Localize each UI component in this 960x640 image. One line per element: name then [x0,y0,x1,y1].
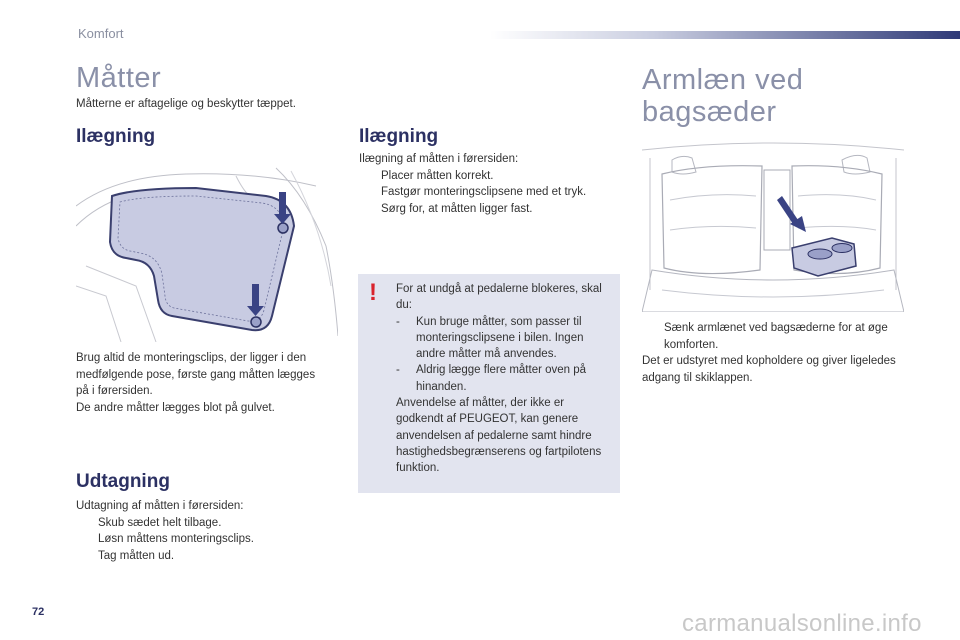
list-item [359,201,619,218]
rear-seat-illustration [642,140,904,312]
header-gradient-bar [490,31,960,39]
dash-marker: - [396,315,400,328]
list-item [396,314,611,363]
fitting-left-line: på i førersiden. [76,385,153,397]
list-item [76,548,338,565]
cup-holder [832,244,852,253]
armrest-paragraph: Det er udstyret med kopholdere og giver ligeledes adgang til skiklappen. [642,355,896,384]
fitting-left-paragraph [76,350,338,416]
list-item [642,320,904,353]
removal-intro: Udtagning af måtten i førersiden: [76,500,244,512]
list-item [359,184,619,201]
armrest-title-line: Armlæn ved [642,64,804,96]
warning-icon: ! [369,279,377,306]
mat-clip-upper [278,223,288,233]
cup-holder [808,249,832,259]
mats-title: Måtter [76,62,162,94]
fitting-right-block [359,151,619,217]
list-item [396,362,611,395]
fitting-heading-right: Ilægning [359,126,439,147]
list-item [76,531,338,548]
removal-heading: Udtagning [76,471,170,492]
warning-item: Aldrig lægge flere måtter oven på hinanden. [416,364,587,393]
armrest-title-line: bagsæder [642,96,777,128]
watermark: carmanualsonline.info [682,610,922,637]
mats-subtitle: Måtterne er aftagelige og beskytter tæppet. [76,98,296,110]
page-number: 72 [32,606,45,618]
removal-step: Løsn måttens monteringsclips. [98,533,254,545]
armrest-step: Sænk armlænet ved bagsæderne for at øge komforten. [664,322,888,351]
fitting-left-line: De andre måtter lægges blot på gulvet. [76,401,275,414]
floor-mat-illustration [76,166,338,342]
fitting-left-line: Brug altid de monteringsclips, der ligger i den [76,352,307,364]
armrest-title [642,64,803,128]
arrow-icon [279,192,286,216]
arrow-icon [252,284,259,308]
warning-intro: For at undgå at pedalerne blokeres, skal du: [396,283,602,312]
dash-marker: - [396,364,400,377]
list-item [359,168,619,185]
removal-step: Skub sædet helt tilbage. [98,516,222,529]
fitting-heading-left: Ilægning [76,126,156,147]
removal-step: Tag måtten ud. [98,549,175,562]
list-item [76,515,338,532]
warning-text [396,281,611,477]
fitting-right-intro: Ilægning af måtten i førersiden: [359,153,519,165]
fitting-step: Fastgør monteringsclipsene med et tryk. [381,186,587,198]
fitting-step: Sørg for, at måtten ligger fast. [381,202,533,215]
removal-block [76,498,338,564]
mat-clip-lower [251,317,261,327]
armrest-text [642,320,904,386]
section-label: Komfort [78,26,124,41]
fitting-step: Placer måtten korrekt. [381,169,494,182]
warning-outro: Anvendelse af måtter, der ikke er godkendt af PEUGEOT, kan genere anvendelsen af pedalerne samt hindre hastighedsbegrænserens og fartpilotens funktion. [396,397,602,475]
fitting-left-line: medfølgende pose, første gang måtten lægges [76,368,316,381]
warning-item: Kun bruge måtter, som passer til monteringsclipsene i bilen. Ingen andre måtter må anvendes. [416,315,584,361]
